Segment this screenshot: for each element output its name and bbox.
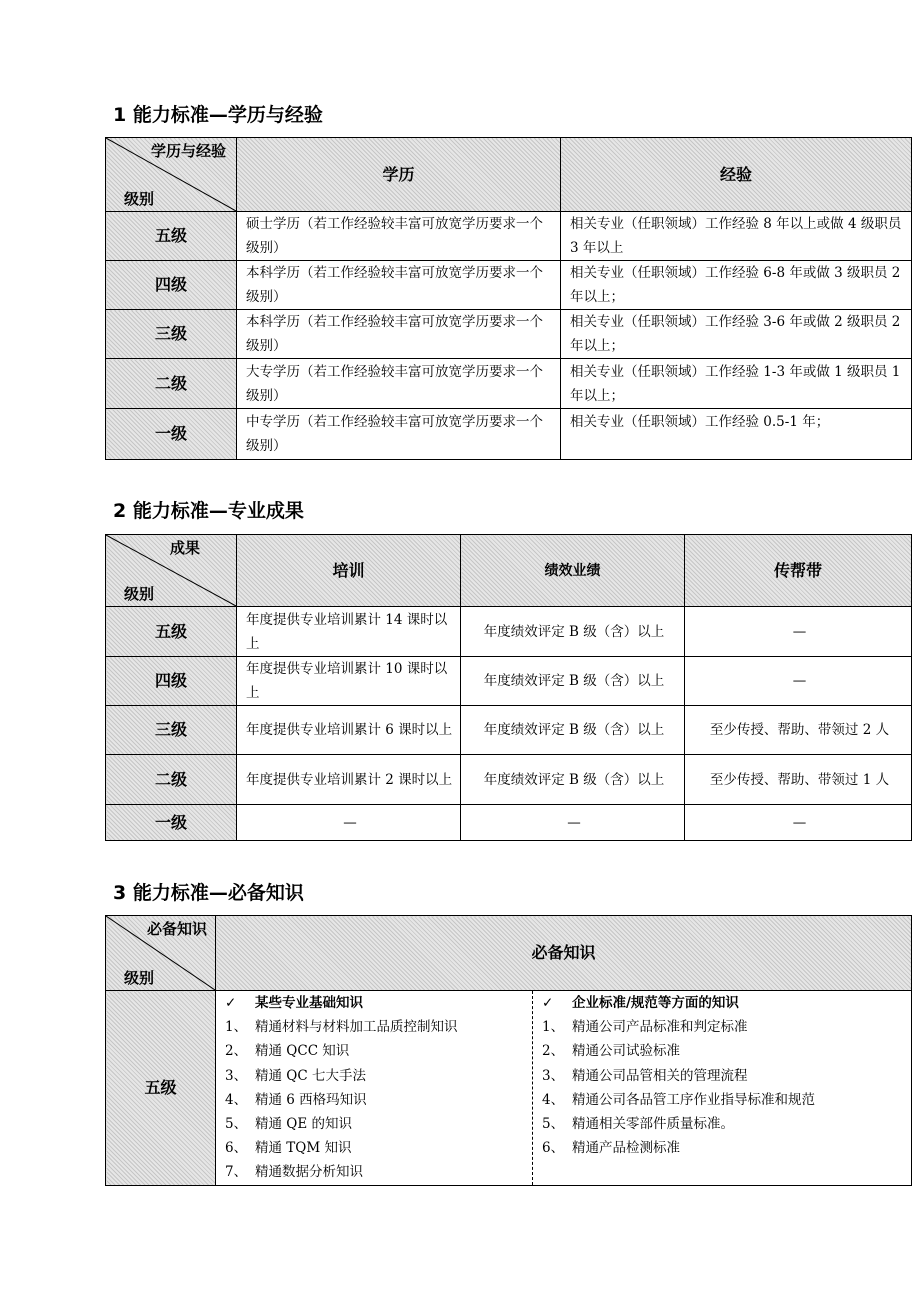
experience-cell: 相关专业（任职领域）工作经验 6-8 年或做 3 级职员 2 年以上； bbox=[561, 261, 912, 310]
list-item: 4、 精通 6 西格玛知识 bbox=[225, 1091, 367, 1108]
table-row bbox=[106, 359, 912, 409]
education-cell: 中专学历（若工作经验较丰富可放宽学历要求一个级别） bbox=[237, 409, 561, 460]
corner-row-label: 级别 bbox=[124, 969, 155, 987]
experience-cell: 相关专业（任职领域）工作经验 0.5-1 年； bbox=[561, 409, 912, 460]
table-row bbox=[106, 991, 912, 1186]
training-cell: — bbox=[237, 805, 461, 841]
corner-column-label: 学历与经验 bbox=[150, 142, 226, 160]
education-cell: 硕士学历（若工作经验较丰富可放宽学历要求一个级别） bbox=[237, 212, 561, 261]
training-cell: 年度提供专业培训累计 14 课时以上 bbox=[237, 607, 461, 657]
table-row bbox=[106, 706, 912, 755]
corner-header-cell bbox=[106, 535, 237, 607]
column-header-knowledge: 必备知识 bbox=[216, 916, 912, 991]
corner-header-cell bbox=[106, 916, 216, 991]
column-header-performance: 绩效业绩 bbox=[461, 535, 685, 607]
level-label: 五级 bbox=[106, 212, 237, 261]
performance-cell: 年度绩效评定 B 级（含）以上 bbox=[461, 706, 685, 755]
check-icon: ✓ bbox=[225, 995, 237, 1011]
table-row bbox=[106, 261, 912, 310]
list-item: 2、 精通 QCC 知识 bbox=[225, 1043, 350, 1060]
training-cell: 年度提供专业培训累计 10 课时以上 bbox=[237, 657, 461, 706]
list-item: 7、 精通数据分析知识 bbox=[225, 1164, 363, 1181]
mentoring-cell: — bbox=[685, 805, 912, 841]
column-header-training: 培训 bbox=[237, 535, 461, 607]
column-header-experience: 经验 bbox=[561, 138, 912, 212]
level-label: 三级 bbox=[106, 310, 237, 359]
professional-results-table bbox=[105, 534, 912, 841]
list-item: 4、 精通公司各品管工序作业指导标准和规范 bbox=[542, 1091, 815, 1108]
table-row bbox=[106, 805, 912, 841]
section-2-title: 2 能力标准—专业成果 bbox=[113, 500, 304, 522]
list-item: 6、 精通产品检测标准 bbox=[542, 1140, 680, 1157]
performance-cell: 年度绩效评定 B 级（含）以上 bbox=[461, 657, 685, 706]
education-cell: 大专学历（若工作经验较丰富可放宽学历要求一个级别） bbox=[237, 359, 561, 409]
level-label: 三级 bbox=[106, 706, 237, 755]
training-cell: 年度提供专业培训累计 2 课时以上 bbox=[237, 755, 461, 805]
performance-cell: — bbox=[461, 805, 685, 841]
section-3-title: 3 能力标准—必备知识 bbox=[113, 882, 304, 904]
table-row bbox=[106, 409, 912, 460]
mentoring-cell: 至少传授、帮助、带领过 2 人 bbox=[685, 706, 912, 755]
professional-basics-list bbox=[216, 991, 533, 1186]
level-label: 五级 bbox=[106, 607, 237, 657]
performance-cell: 年度绩效评定 B 级（含）以上 bbox=[461, 755, 685, 805]
level-label: 一级 bbox=[106, 805, 237, 841]
column-header-mentoring: 传帮带 bbox=[685, 535, 912, 607]
level-label: 四级 bbox=[106, 657, 237, 706]
table-row bbox=[106, 607, 912, 657]
level-label: 二级 bbox=[106, 359, 237, 409]
corner-row-label: 级别 bbox=[124, 585, 155, 603]
mentoring-cell: — bbox=[685, 657, 912, 706]
mentoring-cell: — bbox=[685, 607, 912, 657]
list-item: 1、 精通材料与材料加工品质控制知识 bbox=[225, 1019, 458, 1036]
section-1-title: 1 能力标准—学历与经验 bbox=[113, 104, 323, 126]
education-cell: 本科学历（若工作经验较丰富可放宽学历要求一个级别） bbox=[237, 310, 561, 359]
corner-header-cell bbox=[106, 138, 237, 212]
corner-column-label: 必备知识 bbox=[146, 920, 207, 938]
table-row bbox=[106, 310, 912, 359]
list-heading: 企业标准/规范等方面的知识 bbox=[572, 995, 739, 1011]
training-cell: 年度提供专业培训累计 6 课时以上 bbox=[237, 706, 461, 755]
list-item: 1、 精通公司产品标准和判定标准 bbox=[542, 1019, 748, 1036]
list-heading: 某些专业基础知识 bbox=[255, 995, 363, 1011]
list-item: 3、 精通公司品管相关的管理流程 bbox=[542, 1067, 748, 1084]
list-item: 2、 精通公司试验标准 bbox=[542, 1043, 680, 1060]
list-item: 6、 精通 TQM 知识 bbox=[225, 1140, 352, 1157]
list-item: 5、 精通相关零部件质量标准。 bbox=[542, 1116, 734, 1133]
level-label: 四级 bbox=[106, 261, 237, 310]
experience-cell: 相关专业（任职领域）工作经验 8 年以上或做 4 级职员 3 年以上 bbox=[561, 212, 912, 261]
education-experience-table bbox=[105, 137, 912, 460]
table-row bbox=[106, 657, 912, 706]
corner-row-label: 级别 bbox=[124, 190, 155, 208]
level-label: 二级 bbox=[106, 755, 237, 805]
experience-cell: 相关专业（任职领域）工作经验 1-3 年或做 1 级职员 1 年以上； bbox=[561, 359, 912, 409]
corner-column-label: 成果 bbox=[169, 539, 200, 557]
table-row bbox=[106, 755, 912, 805]
level-label: 一级 bbox=[106, 409, 237, 460]
table-row bbox=[106, 212, 912, 261]
mentoring-cell: 至少传授、帮助、带领过 1 人 bbox=[685, 755, 912, 805]
level-label: 五级 bbox=[106, 991, 216, 1186]
check-icon: ✓ bbox=[542, 995, 554, 1011]
enterprise-standards-list bbox=[533, 991, 912, 1186]
column-header-education: 学历 bbox=[237, 138, 561, 212]
experience-cell: 相关专业（任职领域）工作经验 3-6 年或做 2 级职员 2 年以上； bbox=[561, 310, 912, 359]
education-cell: 本科学历（若工作经验较丰富可放宽学历要求一个级别） bbox=[237, 261, 561, 310]
required-knowledge-table bbox=[105, 915, 912, 1186]
performance-cell: 年度绩效评定 B 级（含）以上 bbox=[461, 607, 685, 657]
list-item: 3、 精通 QC 七大手法 bbox=[225, 1067, 366, 1084]
list-item: 5、 精通 QE 的知识 bbox=[225, 1116, 353, 1133]
